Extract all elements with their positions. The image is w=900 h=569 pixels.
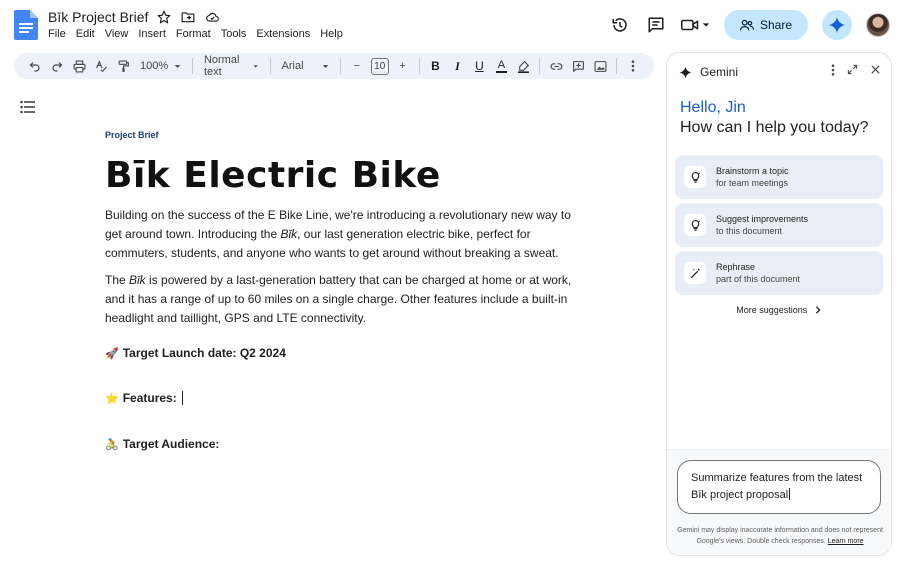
link-icon — [550, 60, 563, 73]
video-camera-icon — [681, 18, 699, 32]
style-value: Normal text — [203, 54, 240, 78]
audience-line — [105, 437, 219, 451]
gemini-prompt-input[interactable] — [677, 460, 881, 514]
undo-icon — [29, 60, 41, 72]
document-kicker: Project Brief — [105, 130, 159, 140]
document-title[interactable]: Bīk Project Brief — [48, 9, 149, 25]
learn-more-link[interactable]: Learn more — [827, 538, 864, 545]
undo-button[interactable] — [24, 55, 46, 77]
more-vertical-icon[interactable] — [831, 64, 835, 76]
underline-button[interactable] — [468, 55, 490, 77]
audience-text: Target Audience: — [122, 437, 220, 451]
menu-edit[interactable]: Edit — [75, 28, 95, 40]
suggestion-improvements[interactable] — [675, 203, 883, 247]
gemini-panel-header — [667, 53, 891, 91]
menu-view[interactable]: View — [104, 28, 129, 40]
expand-icon[interactable] — [847, 64, 858, 75]
suggestion-title: Brainstorm a topic — [716, 166, 789, 176]
suggestion-subtitle: to this document — [716, 226, 783, 236]
magic-wand-icon — [684, 262, 706, 284]
meet-button[interactable] — [681, 18, 710, 32]
chevron-down-icon — [702, 21, 710, 29]
suggestion-rephrase[interactable] — [675, 251, 883, 295]
insert-image-button[interactable] — [589, 55, 611, 77]
comments-icon[interactable] — [645, 14, 667, 36]
document-outline-icon[interactable] — [20, 100, 36, 114]
redo-button[interactable] — [46, 55, 68, 77]
features-text: Features: — [122, 391, 177, 405]
menu-format[interactable]: Format — [175, 28, 211, 40]
gemini-sparkle-icon — [828, 16, 846, 34]
bold-label: B — [431, 59, 440, 73]
zoom-select[interactable] — [134, 55, 187, 77]
font-select[interactable] — [276, 55, 335, 77]
share-label: Share — [759, 18, 792, 32]
gemini-disclaimer-text: Gemini may display inaccurate information and does not represent Google's views. Double check responses. — [677, 527, 883, 545]
people-icon — [740, 19, 754, 31]
gemini-sparkle-icon — [679, 66, 692, 79]
suggestion-title: Rephrase — [716, 262, 756, 272]
toolbar-divider — [419, 58, 420, 74]
move-folder-icon[interactable] — [180, 9, 196, 25]
paragraph-battery-product: Bīk — [129, 273, 146, 287]
toolbar-divider — [616, 58, 617, 74]
font-size-input[interactable]: 10 — [371, 58, 389, 75]
document-heading: Bīk Electric Bike — [105, 155, 441, 196]
highlight-button[interactable] — [512, 55, 534, 77]
suggestion-brainstorm-text — [716, 165, 789, 189]
decrease-font-size-button[interactable]: − — [353, 60, 361, 72]
suggestion-rephrase-text — [716, 261, 800, 285]
paragraph-battery-text-a: The — [105, 273, 130, 287]
style-select[interactable] — [198, 55, 265, 77]
rocket-icon: 🚀 — [105, 346, 119, 360]
toolbar-divider — [270, 58, 271, 74]
chevron-right-icon — [814, 306, 822, 314]
zoom-value: 100% — [140, 60, 169, 72]
more-suggestions-label: More suggestions — [736, 305, 808, 315]
paragraph-intro-text-b: , our last generation electric bike, perfect for commuters, students, and anyone who wants to get around without breaking a sweat. — [105, 227, 559, 260]
paragraph-intro-text-a: Building on the success of the E Bike Line, we're introducing a revolutionary new way to get around town. Introducing the — [105, 208, 571, 241]
paragraph-battery — [105, 271, 575, 328]
paragraph-intro — [105, 206, 575, 263]
share-button[interactable] — [724, 10, 808, 40]
redo-icon — [51, 60, 63, 72]
top-right-actions — [609, 10, 890, 40]
insert-link-button[interactable] — [545, 55, 567, 77]
text-color-swatch — [496, 71, 507, 73]
gemini-panel-title: Gemini — [700, 65, 739, 79]
menu-help[interactable]: Help — [320, 28, 343, 40]
paragraph-intro-product: Bīk — [280, 227, 298, 241]
launch-date-line — [105, 346, 286, 360]
cloud-status-icon[interactable] — [204, 9, 220, 25]
text-color-button[interactable] — [490, 55, 512, 77]
top-bar — [0, 0, 900, 50]
gemini-prompt-text: Summarize features from the latest Bīk project proposal — [691, 472, 863, 501]
suggestion-brainstorm[interactable] — [675, 155, 883, 199]
more-suggestions-link[interactable] — [667, 305, 891, 315]
spellcheck-icon — [95, 60, 108, 73]
lightbulb-icon — [684, 214, 706, 236]
document-body[interactable] — [105, 130, 575, 451]
suggestion-subtitle: part of this document — [716, 274, 801, 284]
suggestion-improvements-text — [716, 213, 808, 237]
spellcheck-button[interactable] — [90, 55, 112, 77]
cyclist-icon: 🚴 — [105, 437, 119, 451]
highlighter-icon — [517, 60, 530, 73]
paint-roller-icon — [117, 60, 130, 73]
menu-bar — [48, 28, 343, 40]
text-cursor — [182, 391, 183, 405]
chevron-down-icon — [253, 63, 258, 70]
menu-tools[interactable]: Tools — [220, 28, 247, 40]
menu-extensions[interactable]: Extensions — [256, 28, 311, 40]
features-line — [105, 391, 183, 405]
add-comment-icon — [572, 60, 585, 73]
more-options-button[interactable] — [622, 55, 644, 77]
gemini-side-panel — [666, 52, 892, 556]
toolbar-divider — [340, 58, 341, 74]
star-icon[interactable] — [156, 9, 172, 25]
paragraph-battery-text-b: is powered by a last-generation battery that can be charged at home or at work, and it has a range of up to 60 miles on a single charge. Other features include a built-in headlight and taillight, GPS and LTE connectivity. — [105, 273, 572, 325]
print-button[interactable] — [68, 55, 90, 77]
image-icon — [594, 60, 607, 73]
gemini-question: How can I help you today? — [680, 119, 869, 136]
close-icon[interactable] — [870, 64, 881, 75]
paint-format-button[interactable] — [112, 55, 134, 77]
gemini-greeting: Hello, Jin — [680, 99, 746, 116]
gemini-disclaimer — [673, 525, 887, 547]
title-row — [48, 9, 220, 25]
italic-button[interactable] — [446, 55, 468, 77]
chevron-down-icon — [174, 63, 181, 70]
chevron-down-icon — [322, 63, 329, 70]
font-value: Arial — [281, 60, 304, 72]
toolbar-divider — [539, 58, 540, 74]
gemini-toggle-button[interactable] — [822, 10, 852, 40]
docs-logo-icon[interactable] — [14, 10, 38, 40]
suggestion-subtitle: for team meetings — [716, 178, 789, 188]
menu-insert[interactable]: Insert — [138, 28, 166, 40]
gemini-panel-actions — [831, 64, 881, 76]
print-icon — [73, 60, 86, 73]
suggestion-title: Suggest improvements — [716, 214, 809, 224]
lightbulb-icon — [684, 166, 706, 188]
bold-button[interactable] — [424, 55, 446, 77]
text-color-label: A — [497, 58, 506, 71]
star-emoji-icon: ⭐ — [105, 391, 119, 405]
formatting-toolbar — [14, 53, 654, 79]
insert-comment-button[interactable] — [567, 55, 589, 77]
menu-file[interactable]: File — [48, 28, 66, 40]
increase-font-size-button[interactable]: + — [399, 60, 406, 72]
gemini-input-area — [667, 449, 891, 556]
launch-date-text: Target Launch date: Q2 2024 — [122, 346, 286, 360]
text-cursor — [789, 488, 790, 500]
toolbar-divider — [192, 58, 193, 74]
underline-label: U — [475, 59, 484, 73]
italic-label: I — [455, 58, 460, 73]
user-avatar[interactable] — [866, 13, 890, 37]
history-icon[interactable] — [609, 14, 631, 36]
more-vertical-icon — [631, 60, 635, 72]
